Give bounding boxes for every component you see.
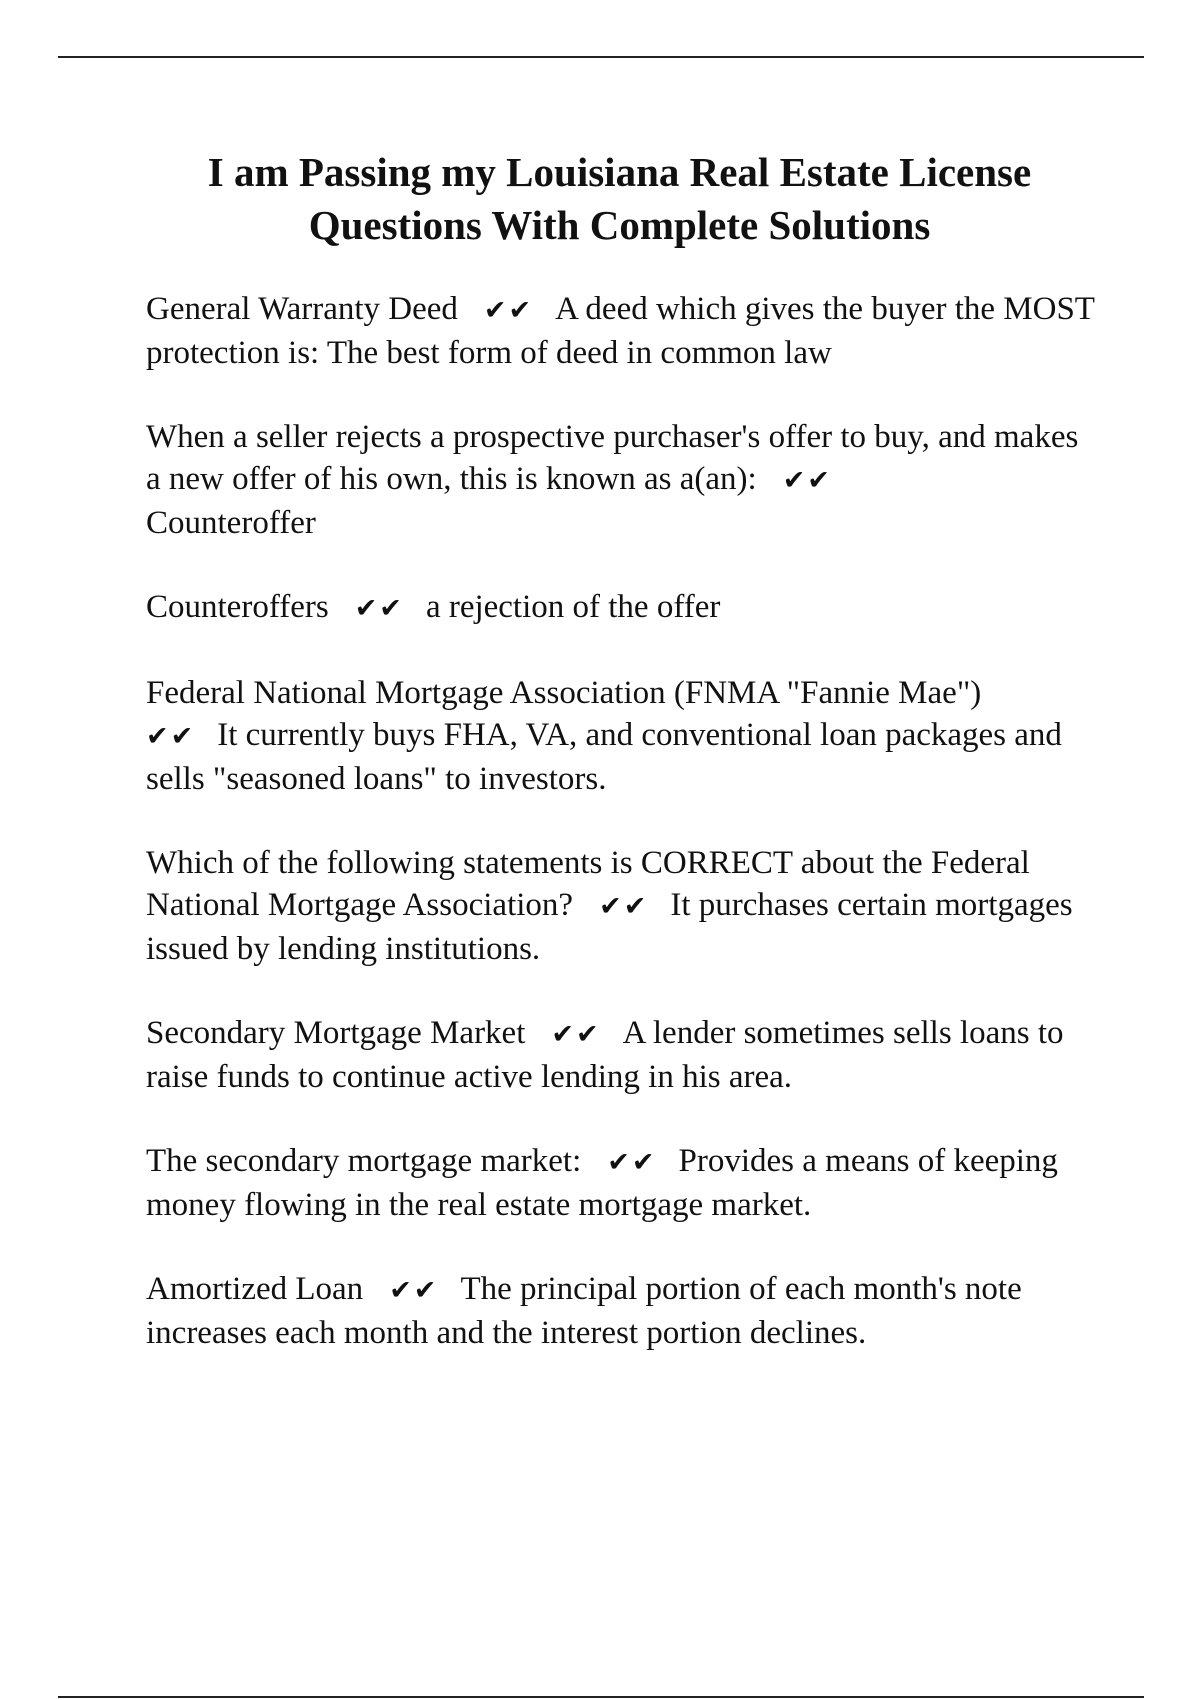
qa-list: [146, 288, 1096, 1396]
question-text: Amortized Loan: [146, 1271, 364, 1307]
answer-text: A deed which gives the buyer the MOST protection is: The best form of deed in common law: [146, 291, 1095, 371]
answer-text: It purchases certain mortgages issued by lending institutions.: [146, 887, 1073, 967]
double-check-icon: ✔✔: [551, 1019, 601, 1050]
question-text: General Warranty Deed: [146, 291, 458, 327]
bottom-rule: [58, 1696, 1144, 1698]
qa-item: [146, 416, 1096, 544]
qa-item: [146, 1268, 1096, 1354]
title-line-1: I am Passing my Louisiana Real Estate License: [207, 149, 1032, 195]
question-text: Counteroffers: [146, 589, 329, 625]
answer-text: a rejection of the offer: [425, 589, 721, 625]
double-check-icon: ✔✔: [483, 295, 534, 326]
double-check-icon: ✔✔: [607, 1147, 657, 1178]
answer-text: Counteroffer: [146, 505, 316, 541]
double-check-icon: ✔✔: [146, 721, 196, 752]
qa-item: [146, 288, 1096, 374]
qa-item: [146, 586, 1096, 630]
qa-item: [146, 1140, 1096, 1226]
question-text: Secondary Mortgage Market: [146, 1015, 526, 1051]
title-line-2: Questions With Complete Solutions: [308, 202, 931, 248]
qa-item: [146, 842, 1096, 970]
answer-text: A lender sometimes sells loans to raise funds to continue active lending in his area.: [146, 1015, 1064, 1095]
double-check-icon: ✔✔: [389, 1275, 439, 1306]
qa-item: [146, 1012, 1096, 1098]
answer-text: It currently buys FHA, VA, and conventional loan packages and sells "seasoned loans" to investors.: [146, 717, 1062, 797]
top-rule: [58, 56, 1144, 58]
qa-item: [146, 672, 1096, 800]
double-check-icon: ✔✔: [782, 465, 832, 496]
question-text: Federal National Mortgage Association (FNMA "Fannie Mae"): [146, 675, 982, 711]
question-text: Which of the following statements is CORRECT about the Federal National Mortgage Association?: [146, 845, 1030, 923]
document-title: [120, 146, 1119, 252]
double-check-icon: ✔✔: [599, 891, 649, 922]
double-check-icon: ✔✔: [354, 593, 404, 624]
question-text: The secondary mortgage market:: [146, 1143, 582, 1179]
answer-text: Provides a means of keeping money flowing in the real estate mortgage market.: [146, 1143, 1058, 1223]
answer-text: The principal portion of each month's note increases each month and the interest portion declines.: [146, 1271, 1022, 1351]
question-text: When a seller rejects a prospective purchaser's offer to buy, and makes a new offer of his own, this is known as a(an):: [146, 419, 1079, 497]
